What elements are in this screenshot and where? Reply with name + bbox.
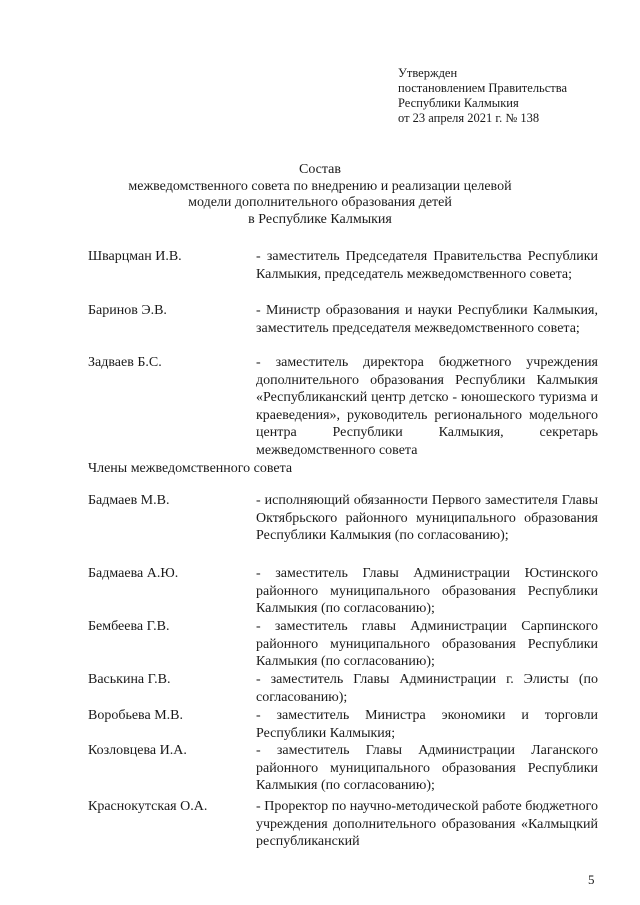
title-line-3: модели дополнительного образования детей xyxy=(188,195,452,210)
list-item xyxy=(88,798,598,858)
member-name: Васькина Г.В. xyxy=(88,672,171,687)
members-heading: Члены межведомственного совета xyxy=(88,461,293,476)
member-name: Воробьева М.В. xyxy=(88,708,183,723)
member-name: Баринов Э.В. xyxy=(88,303,167,318)
approval-line-2: постановлением Правительства xyxy=(398,81,568,95)
title-line-4: в Республике Калмыкия xyxy=(248,211,392,227)
member-name: Бадмаев М.В. xyxy=(88,493,170,508)
member-name: Козловцева И.А. xyxy=(88,743,187,758)
member-name: Бембеева Г.В. xyxy=(88,619,170,634)
list-item xyxy=(88,492,598,552)
member-role: - заместитель Главы Администрации г. Элисты (по согласованию); xyxy=(256,672,598,705)
member-name: Краснокутская О.А. xyxy=(88,799,208,814)
member-role: - заместитель Главы Администрации Лаганского районного муниципального образования Республики Калмыкия (по согласованию); xyxy=(256,743,598,793)
list-item xyxy=(88,565,598,625)
list-item xyxy=(88,248,598,308)
member-role: - Проректор по научно-методической работе бюджетного учреждения дополнительного образования «Калмыцкий республиканский xyxy=(256,799,598,849)
member-role: - исполняющий обязанности Первого заместителя Главы Октябрьского районного муниципального образования Республики Калмыкия (по согласованию); xyxy=(256,493,598,543)
page-number: 5 xyxy=(588,872,595,887)
member-name: Бадмаева А.Ю. xyxy=(88,566,179,581)
document-title xyxy=(0,162,640,228)
member-name: Шварцман И.В. xyxy=(88,249,182,264)
member-role: - заместитель Председателя Правительства Республики Калмыкия, председатель межведомственного совета; xyxy=(256,249,598,282)
title-line-1: Состав xyxy=(298,162,341,177)
approval-line-3: Республики Калмыкия xyxy=(398,96,519,110)
title-line-2: межведомственного совета по внедрению и реализации целевой xyxy=(128,178,512,194)
member-role: - заместитель директора бюджетного учреждения дополнительного образования Республики Калмыкия «Республиканский центр детско - юношеского туризма и краеведения», руководитель регионального модельного центра Республики Калмыкия, секретарь межведомственного совета xyxy=(256,355,598,458)
member-role: - Министр образования и науки Республики Калмыкия, заместитель председателя межведомственного совета; xyxy=(256,303,598,336)
list-item xyxy=(88,742,598,802)
member-name: Задваев Б.С. xyxy=(88,355,162,370)
list-item xyxy=(88,618,598,678)
list-item xyxy=(88,302,598,362)
member-role: - заместитель Главы Администрации Юстинского районного муниципального образования Республики Калмыкия (по согласованию); xyxy=(256,566,598,616)
approval-line-1: Утвержден xyxy=(398,66,458,80)
member-role: - заместитель Министра экономики и торговли Республики Калмыкия; xyxy=(256,708,598,741)
approval-block xyxy=(398,66,567,126)
list-item xyxy=(88,354,598,458)
approval-line-4: от 23 апреля 2021 г. № 138 xyxy=(398,111,540,125)
member-role: - заместитель главы Администрации Сарпинского районного муниципального образования Республики Калмыкия (по согласованию); xyxy=(256,619,598,669)
